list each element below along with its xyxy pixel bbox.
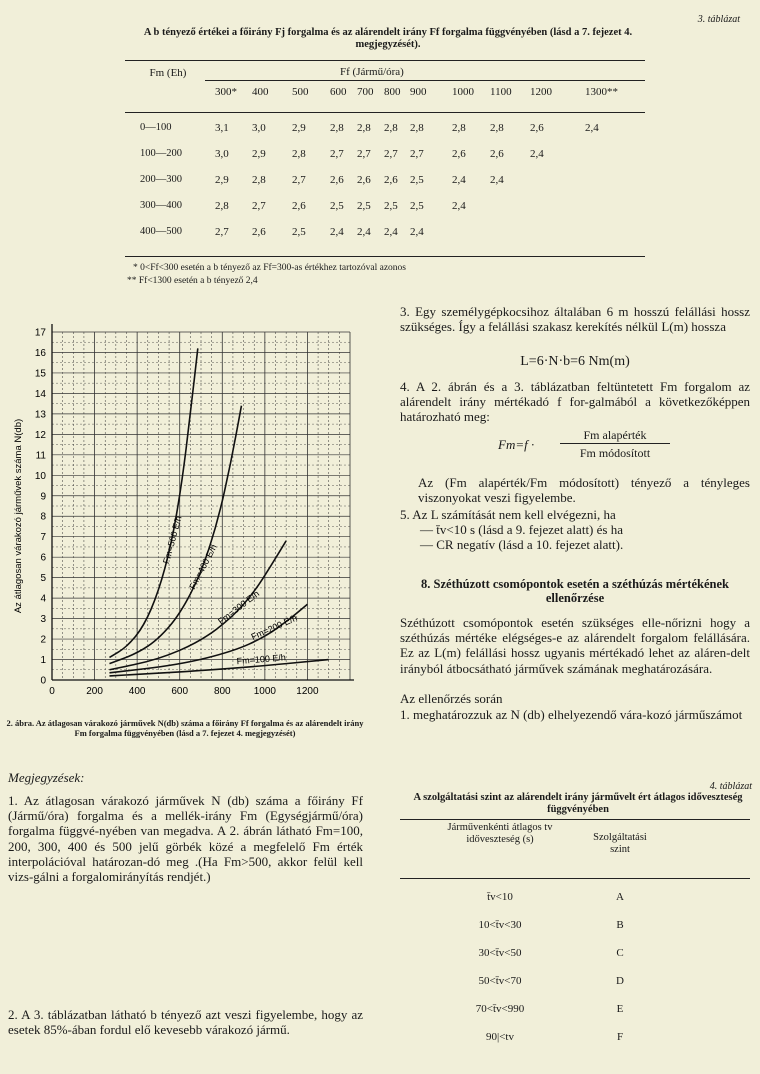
table4-range: 10<t̄v<30 <box>478 919 522 931</box>
table4-level: C <box>616 947 624 959</box>
table3-row-header: Fm (Eh) <box>149 67 187 79</box>
table3-cell: 2,7 <box>292 174 306 186</box>
section-8-item-1: 1. meghatározzuk az N (db) elhelyezendő vára-kozó járműszámot <box>400 707 743 722</box>
table3-cell: 2,4 <box>330 226 344 238</box>
table3-footnote-2: ** Ff<1300 esetén a b tényező 2,4 <box>127 276 258 286</box>
y-tick-label: 15 <box>34 368 46 380</box>
table3-footnote-1: * 0<Ff<300 esetén a b tényező az Ff=300-as értékhez tartozóval azonos <box>133 263 406 273</box>
y-tick-label: 13 <box>34 409 46 421</box>
table3-cell: 2,9 <box>252 148 266 160</box>
table3-cell: 2,5 <box>410 200 424 212</box>
y-tick-label: 11 <box>35 450 46 462</box>
table3-col-header: 900 <box>410 86 427 98</box>
table3-cell: 2,6 <box>357 174 371 186</box>
formula-fm-lhs: Fm=f · <box>498 437 535 452</box>
table3-cell: 2,4 <box>452 174 466 186</box>
table3-cell: 2,7 <box>384 148 398 160</box>
table3-cell: 2,4 <box>452 200 466 212</box>
item-4: 4. A 2. ábrán és a 3. táblázatban feltüntetett Fm forgalom az alárendelt irány mértékadó f for-galmából a következőképpen határozható meg: <box>400 379 750 425</box>
table4-range: 90|<tv <box>486 1031 514 1043</box>
table3-col-header: 400 <box>252 86 269 98</box>
table3-cell: 2,9 <box>215 174 229 186</box>
figure-caption: 2. ábra. Az átlagosan várakozó járművek N(db) száma a főirány Ff forgalma és az alárendelt irány Fm forgalma függvényében (lásd a 7. fejezet 4. megjegyzését) <box>6 718 364 738</box>
table3-cell: 2,4 <box>384 226 398 238</box>
table3-cell: 2,8 <box>410 122 424 134</box>
y-tick-label: 1 <box>40 655 46 667</box>
formula-fm-numerator: Fm alapérték <box>560 428 670 444</box>
table3-cell: 3,0 <box>252 122 266 134</box>
table3-cell: 2,7 <box>252 200 266 212</box>
x-tick-label: 0 <box>49 686 55 697</box>
table4-range: 50<t̄v<70 <box>478 975 522 987</box>
table3-cell: 2,9 <box>292 122 306 134</box>
table3-row-label: 400—500 <box>140 226 182 237</box>
item-3: 3. Egy személygépkocsihoz általában 6 m hosszú felállási hossz szükséges. Így a felállási szakasz kerekítés nélkül L(m) hossza <box>400 304 750 335</box>
y-tick-label: 10 <box>34 470 46 482</box>
y-tick-label: 4 <box>40 593 46 605</box>
series-label: Fm=400 E/h <box>187 542 219 591</box>
table3-cell: 2,7 <box>215 226 229 238</box>
note-1: 1. Az átlagosan várakozó járművek N (db) száma a főirány Ff (Jármű/óra) forgalma és a mellék-irány Fm (Egységjármű/óra) forgalma függvé-nyében van megadva. A 2. ábrán látható Fm=100, 200, 300, 400 és 500 jelű görbék közé a megfelelő Fm érték interpolációval határozan-dó meg .(Ha Fm>500, akkor felül kell vizs-gálni a forgalomirányítás rendjét.) <box>8 793 363 885</box>
table4-range: 30<t̄v<50 <box>478 947 522 959</box>
table3-cell: 2,6 <box>530 122 544 134</box>
x-tick-label: 800 <box>213 686 231 697</box>
y-tick-label: 16 <box>34 347 46 359</box>
table3-cell: 2,7 <box>330 148 344 160</box>
table3-col-header: 800 <box>384 86 401 98</box>
table3-cell: 2,7 <box>410 148 424 160</box>
table3-col-header: 600 <box>330 86 347 98</box>
item-5: 5. Az L számítását nem kell elvégezni, ha <box>400 507 616 522</box>
table3-col-header: 1000 <box>452 86 474 98</box>
y-tick-label: 0 <box>40 675 46 687</box>
table3-cell: 2,5 <box>384 200 398 212</box>
y-tick-label: 6 <box>40 552 46 564</box>
notes-heading: Megjegyzések: <box>8 770 85 785</box>
table4-level: F <box>616 1031 624 1043</box>
item-4b: Az (Fm alapérték/Fm módosított) tényező a tényleges viszonyokat veszi figyelembe. <box>418 475 750 506</box>
table3-cell: 2,8 <box>384 122 398 134</box>
table4-level: B <box>616 919 624 931</box>
y-axis-label: Az átlagosan várakozó járművek száma N(db) <box>13 418 24 614</box>
table3-cell: 2,7 <box>357 148 371 160</box>
table4-range: 70<t̄v<990 <box>475 1003 525 1015</box>
series-line <box>109 541 286 670</box>
table3-cell: 2,6 <box>452 148 466 160</box>
table3-cell: 2,8 <box>490 122 504 134</box>
table3-cell: 2,8 <box>292 148 306 160</box>
table3-cell: 2,4 <box>410 226 424 238</box>
table4-col1-header: Járművenkénti átlagos tv időveszteség (s) <box>447 822 553 845</box>
table3-cell: 2,8 <box>357 122 371 134</box>
table3-cell: 2,8 <box>452 122 466 134</box>
item-5a: — t̄v<10 s (lásd a 9. fejezet alatt) és ha <box>420 522 623 537</box>
table3-cell: 2,8 <box>330 122 344 134</box>
table3-cell: 2,4 <box>585 122 599 134</box>
table3-row-label: 300—400 <box>140 200 182 211</box>
table4-number: 4. táblázat <box>709 781 752 792</box>
table4-range: t̄v<10 <box>487 891 513 903</box>
series-line <box>109 348 197 657</box>
table3-title: A b tényező értékei a főirány Fj forgalma és az alárendelt irány Ff forgalma függvényében (lásd a 7. fejezet 4. megjegyzését). <box>143 27 633 50</box>
table3-col-group: Ff (Jármű/óra) <box>340 66 404 78</box>
table4-level: D <box>616 975 624 987</box>
x-tick-label: 600 <box>171 686 189 697</box>
table3-row-label: 100—200 <box>140 148 182 159</box>
formula-L: L=6·N·b=6 Nm(m) <box>520 354 630 369</box>
section-8-heading: 8. Széthúzott csomópontok esetén a széthúzás mértékének ellenőrzése <box>421 577 729 605</box>
table3-cell: 3,1 <box>215 122 229 134</box>
item-5b: — CR negatív (lásd a 10. fejezet alatt). <box>420 537 624 552</box>
y-tick-label: 2 <box>40 634 46 646</box>
table3-col-header: 700 <box>357 86 374 98</box>
series-label: Fm=500 E/h <box>161 514 184 565</box>
table3-col-header: 1300** <box>585 86 618 98</box>
y-tick-label: 17 <box>34 327 46 339</box>
table3-cell: 2,4 <box>490 174 504 186</box>
x-tick-label: 1200 <box>296 686 319 697</box>
table4-col2-header: Szolgáltatási szint <box>593 832 647 855</box>
table3-col-header: 1100 <box>490 86 512 98</box>
y-tick-label: 5 <box>40 573 46 585</box>
table3-cell: 2,6 <box>330 174 344 186</box>
table4-title: A szolgáltatási szint az alárendelt irány járművelt ért átlagos időveszteség függvényében <box>413 792 743 815</box>
table3-cell: 2,6 <box>490 148 504 160</box>
y-tick-label: 7 <box>40 532 46 544</box>
x-tick-label: 400 <box>128 686 146 697</box>
y-tick-label: 12 <box>34 429 46 441</box>
table3-col-header: 1200 <box>530 86 552 98</box>
series-label: Fm=200 E/h <box>249 612 299 643</box>
table3-cell: 3,0 <box>215 148 229 160</box>
y-tick-label: 8 <box>40 511 46 523</box>
formula-fm-denominator: Fm módosított <box>579 446 651 460</box>
waiting-vehicles-chart <box>0 310 380 705</box>
x-tick-label: 1000 <box>253 686 276 697</box>
table3-cell: 2,4 <box>530 148 544 160</box>
table4-level: A <box>616 891 624 903</box>
y-tick-label: 9 <box>40 491 46 503</box>
x-tick-label: 200 <box>86 686 103 697</box>
note-2: 2. A 3. táblázatban látható b tényező azt veszi figyelembe, hogy az esetek 85%-ában fordul elő kevesebb várakozó jármű. <box>8 1007 363 1038</box>
table3-cell: 2,6 <box>384 174 398 186</box>
table3-cell: 2,5 <box>410 174 424 186</box>
section-8-paragraph-b: Az ellenőrzés során <box>400 691 503 706</box>
y-tick-label: 14 <box>34 388 46 400</box>
table3-cell: 2,8 <box>215 200 229 212</box>
table3-cell: 2,4 <box>357 226 371 238</box>
table3-cell: 2,5 <box>357 200 371 212</box>
table4-level: E <box>616 1003 624 1015</box>
y-tick-label: 3 <box>40 614 46 626</box>
section-8-paragraph: Széthúzott csomópontok esetén szükséges elle-nőrizni hogy a széthúzás mértéke elégséges-e az alárendelt forgalom felállására. Ez az L(m) felállási hossz ugyanis mértékadó lehet az aláren-delt irányból átbocsátható járművek számának meghatározására. <box>400 615 750 676</box>
table3-cell: 2,6 <box>292 200 306 212</box>
series-label: Fm=100 E/h <box>236 652 287 667</box>
table3-col-header: 500 <box>292 86 309 98</box>
table3-cell: 2,5 <box>292 226 306 238</box>
table3-cell: 2,8 <box>252 174 266 186</box>
table3-cell: 2,5 <box>330 200 344 212</box>
table3-row-label: 0—100 <box>140 122 172 133</box>
table3-number: 3. táblázat <box>697 14 740 25</box>
table3-cell: 2,6 <box>252 226 266 238</box>
table3-col-header: 300* <box>215 86 237 98</box>
series-label: Fm=300 E/h <box>216 588 262 627</box>
table3-row-label: 200—300 <box>140 174 182 185</box>
